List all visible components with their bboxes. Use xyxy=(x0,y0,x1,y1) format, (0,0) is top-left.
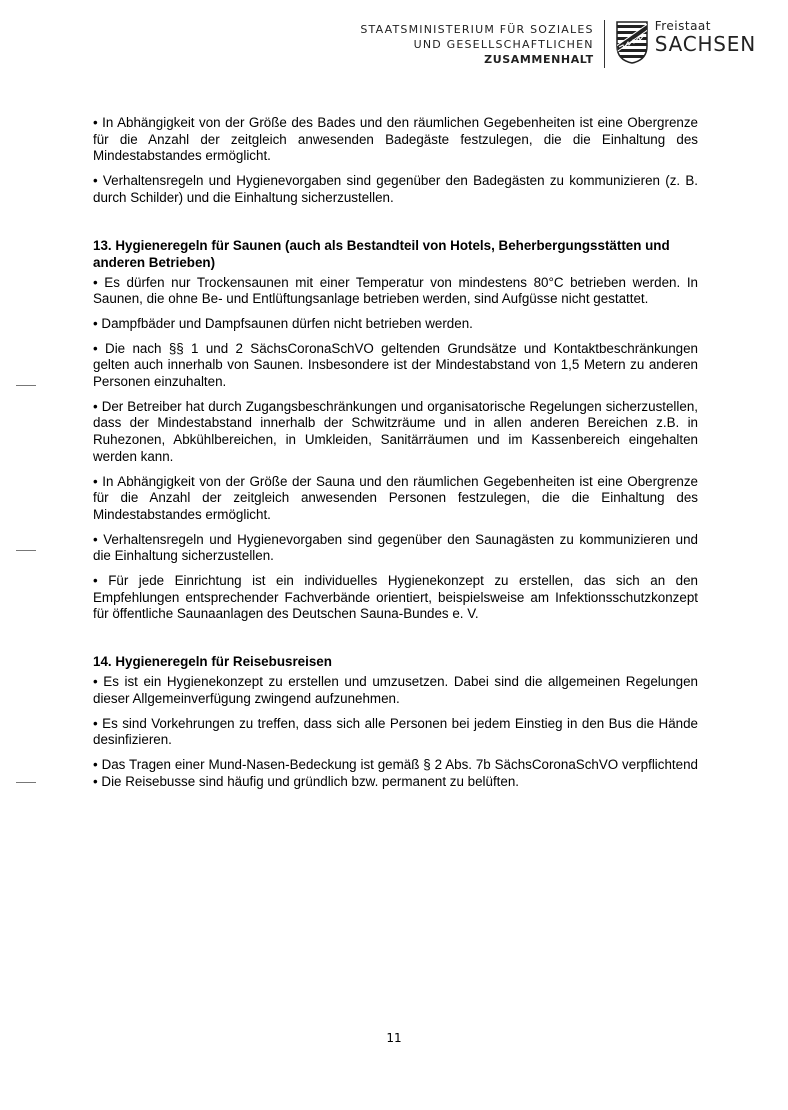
section-heading-13: 13. Hygieneregeln für Saunen (auch als Bestandteil von Hotels, Beherbergungsstätten und anderen Betrieben) xyxy=(93,237,670,270)
paragraph: • Es sind Vorkehrungen zu treffen, dass sich alle Personen bei jedem Einstieg in den Bus die Hände desinfizieren. xyxy=(93,715,698,748)
ministry-line-1: STAATSMINISTERIUM FÜR SOZIALES xyxy=(360,23,594,36)
paragraph: • Für jede Einrichtung ist ein individuelles Hygienekonzept zu erstellen, das sich an den Empfehlungen entsprechender Fachverbände orientiert, beispielsweise am Infektionsschutzkonzept für öffentliche Saunaanlagen des Deutschen Sauna-Bundes e. V. xyxy=(93,573,698,622)
page-header xyxy=(360,20,756,68)
paragraph: • In Abhängigkeit von der Größe der Sauna und den räumlichen Gegebenheiten ist eine Obergrenze für die Anzahl der zeitgleich anwesenden Personen festzulegen, die die Einhaltung des Mindestabstandes ermöglicht. xyxy=(93,473,698,522)
paragraph: • Das Tragen einer Mund-Nasen-Bedeckung ist gemäß § 2 Abs. 7b SächsCoronaSchVO verpflichtend • Die Reisebusse sind häufig und gründlich bzw. permanent zu belüften. xyxy=(93,756,698,789)
header-divider xyxy=(604,20,605,68)
paragraph: • Der Betreiber hat durch Zugangsbeschränkungen und organisatorische Regelungen sicherzustellen, dass der Mindestabstand innerhalb der Schwitzräume und in allen anderen Bereichen z.B. in Ruhezonen, Abkühlbereichen, in Umkleiden, Sanitärräumen und im Kassenbereich eingehalten werden kann. xyxy=(93,398,698,464)
paragraph: • Es ist ein Hygienekonzept zu erstellen und umzusetzen. Dabei sind die allgemeinen Regelungen dieser Allgemeinverfügung zwingend aufzunehmen. xyxy=(93,674,698,706)
paragraph: • Es dürfen nur Trockensaunen mit einer Temperatur von mindestens 80°C betrieben werden. In Saunen, die ohne Be- und Entlüftungsanlage betrieben werden, sind Aufgüsse nicht gestattet. xyxy=(93,274,698,307)
ministry-name xyxy=(360,20,603,67)
paragraph: • Die nach §§ 1 und 2 SächsCoronaSchVO geltenden Grundsätze und Kontaktbeschränkungen gelten auch innerhalb von Saunen. Insbesondere ist der Mindestabstand von 1,5 Metern zu anderen Personen einzuhalten. xyxy=(93,340,698,390)
state-label-big: SACHSEN xyxy=(654,32,756,56)
saxony-coat-of-arms-icon xyxy=(615,20,649,64)
margin-mark xyxy=(16,550,36,551)
margin-mark xyxy=(16,385,36,386)
ministry-line-3: ZUSAMMENHALT xyxy=(484,53,594,66)
state-label-small: Freistaat xyxy=(654,19,711,33)
paragraph: • Dampfbäder und Dampfsaunen dürfen nicht betrieben werden. xyxy=(93,315,473,331)
margin-mark xyxy=(16,782,36,783)
page-number: 11 xyxy=(386,1031,402,1045)
state-wordmark xyxy=(655,20,756,54)
document-body xyxy=(93,115,698,798)
paragraph: • Verhaltensregeln und Hygienevorgaben sind gegenüber den Saunagästen zu kommunizieren und die Einhaltung sicherzustellen. xyxy=(93,531,698,564)
paragraph: • In Abhängigkeit von der Größe des Bades und den räumlichen Gegebenheiten ist eine Obergrenze für die Anzahl der zeitgleich anwesenden Badegäste festzulegen, die die Einhaltung des Mindestabstandes ermöglicht. xyxy=(93,115,698,164)
paragraph: • Verhaltensregeln und Hygienevorgaben sind gegenüber den Badegästen zu kommunizieren (z. B. durch Schilder) und die Einhaltung sicherzustellen. xyxy=(93,173,698,205)
ministry-line-2: UND GESELLSCHAFTLICHEN xyxy=(413,38,594,51)
section-heading-14: 14. Hygieneregeln für Reisebusreisen xyxy=(93,654,332,670)
